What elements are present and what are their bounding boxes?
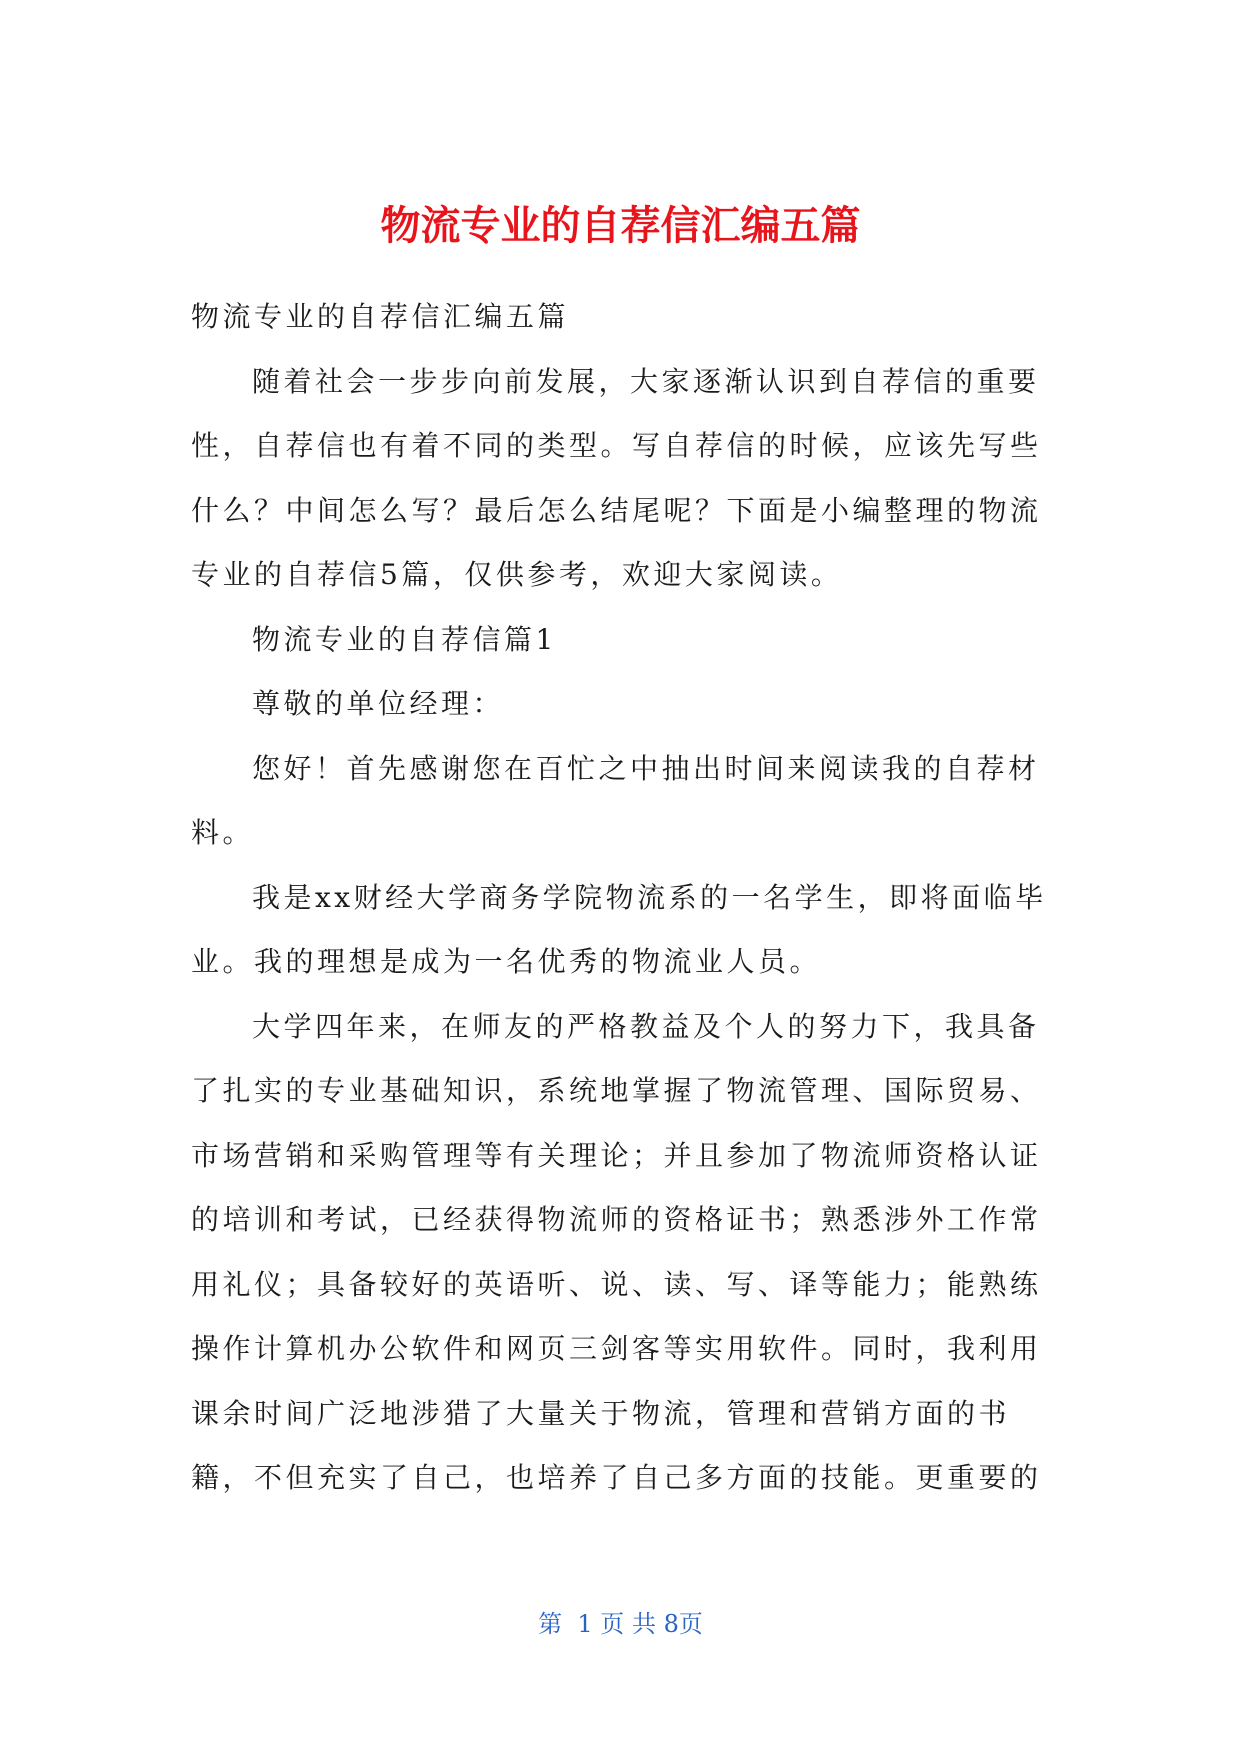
body-line: 我是xx财经大学商务学院物流系的一名学生，即将面临毕 [252, 880, 1047, 914]
body-line: 物流专业的自荐信汇编五篇 [191, 300, 570, 333]
body-line: 课余时间广泛地涉猎了大量关于物流，管理和营销方面的书 [191, 1396, 1011, 1430]
section-heading: 物流专业的自荐信篇1 [252, 622, 557, 656]
document-title: 物流专业的自荐信汇编五篇 [380, 203, 861, 249]
body-line: 随着社会一步步向前发展，大家逐渐认识到自荐信的重要 [252, 364, 1040, 398]
body-line: 料。 [191, 816, 255, 849]
body-line: 您好！首先感谢您在百忙之中抽出时间来阅读我的自荐材 [252, 751, 1040, 785]
page-number-footer: 第 1 页 共 8页 [538, 1610, 703, 1638]
body-line: 专业的自荐信5篇，仅供参考，欢迎大家阅读。 [191, 558, 843, 591]
body-line: 操作计算机办公软件和网页三剑客等实用软件。同时，我利用 [191, 1332, 1042, 1365]
body-line: 什么？中间怎么写？最后怎么结尾呢？下面是小编整理的物流 [191, 493, 1042, 527]
salutation: 尊敬的单位经理： [252, 687, 505, 720]
document-body [191, 285, 1061, 1511]
body-line: 籍，不但充实了自己，也培养了自己多方面的技能。更重要的 [191, 1461, 1042, 1494]
body-line: 用礼仪；具备较好的英语听、说、读、写、译等能力；能熟练 [191, 1267, 1042, 1301]
body-line: 性，自荐信也有着不同的类型。写自荐信的时候，应该先写些 [191, 429, 1042, 462]
body-line: 市场营销和采购管理等有关理论；并且参加了物流师资格认证 [191, 1138, 1042, 1172]
body-line: 大学四年来，在师友的严格教益及个人的努力下，我具备 [252, 1009, 1040, 1043]
body-line: 的培训和考试，已经获得物流师的资格证书；熟悉涉外工作常 [191, 1203, 1042, 1236]
body-line: 了扎实的专业基础知识，系统地掌握了物流管理、国际贸易、 [191, 1074, 1042, 1107]
body-line: 业。我的理想是成为一名优秀的物流业人员。 [191, 945, 822, 978]
